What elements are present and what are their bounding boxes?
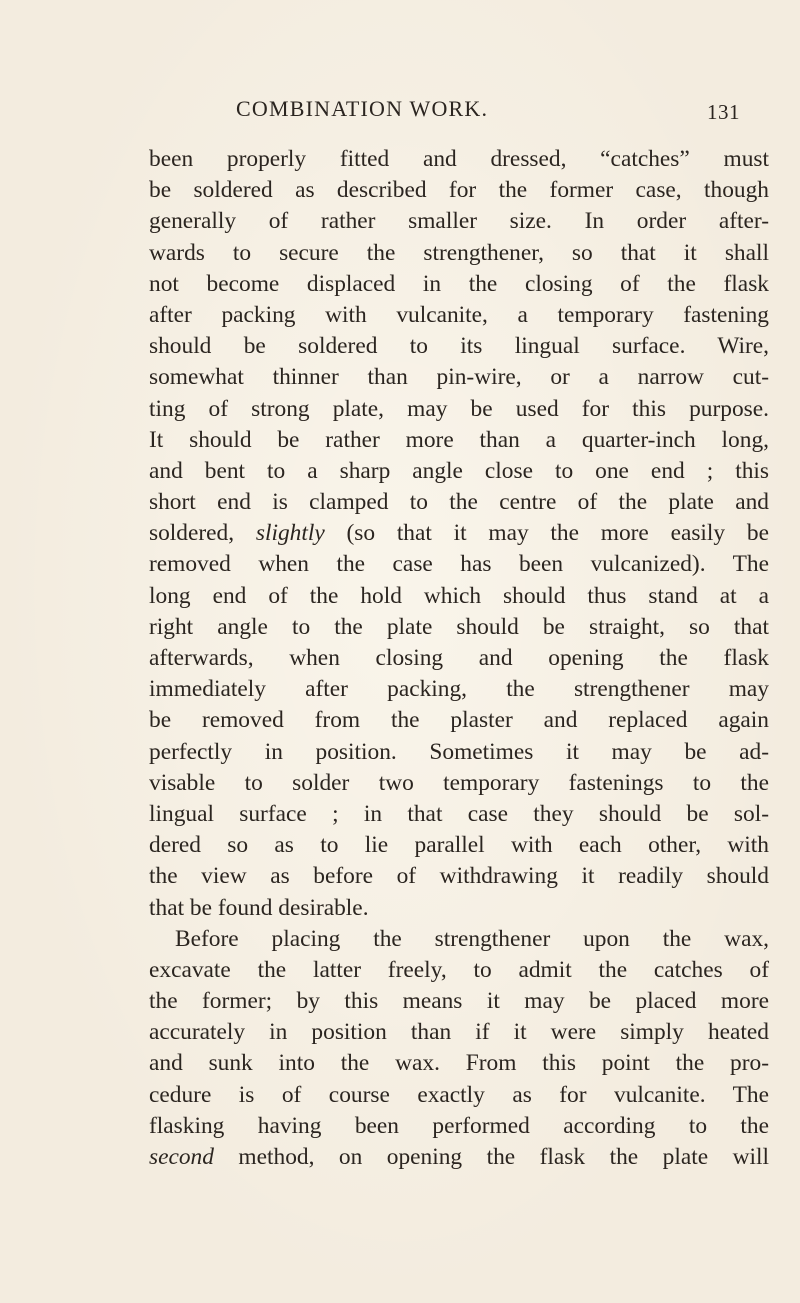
text-line: and bent to a sharp angle close to one end ; this: [149, 457, 769, 484]
text-line-with-emphasis: [149, 518, 769, 549]
text-line: be soldered as described for the former case, though: [149, 177, 769, 204]
word: the: [550, 520, 579, 547]
word: the: [609, 1144, 639, 1170]
word: plate: [662, 1144, 709, 1170]
text-line: long end of the hold which should thus stand at a: [149, 582, 769, 609]
word: easily: [670, 520, 726, 547]
text-line-with-emphasis: [149, 1142, 769, 1173]
word: soldered,: [149, 520, 235, 547]
body-text: [149, 144, 769, 1173]
text-line: visable to solder two temporary fastenings to the: [149, 769, 769, 796]
running-head: COMBINATION WORK.: [236, 96, 489, 121]
word: on: [338, 1144, 363, 1170]
word: the: [486, 1144, 516, 1170]
text-line: not become displaced in the closing of the flask: [149, 270, 769, 297]
word: be: [746, 520, 769, 547]
paragraph-start-line: Before placing the strengthener upon the wax,: [175, 925, 769, 952]
text-line: after packing with vulcanite, a temporary fastening: [149, 301, 769, 328]
text-line: the former; by this means it may be placed more: [149, 988, 769, 1015]
word: flask: [539, 1144, 586, 1170]
text-line: generally of rather smaller size. In order after-: [149, 208, 769, 235]
text-line: dered so as to lie parallel with each other, with: [149, 832, 769, 859]
text-line: flasking having been performed according to the: [149, 1112, 769, 1139]
text-line: excavate the latter freely, to admit the catches of: [149, 956, 769, 983]
text-line: accurately in position than if it were simply heated: [149, 1019, 769, 1046]
word: may: [488, 520, 529, 547]
page-number: 131: [707, 100, 740, 124]
text-line: afterwards, when closing and opening the flask: [149, 645, 769, 671]
text-line: perfectly in position. Sometimes it may be ad-: [149, 738, 769, 765]
text-line: lingual surface ; in that case they should be sol-: [149, 800, 769, 827]
word: that: [396, 520, 432, 547]
text-line: immediately after packing, the strengthener may: [149, 676, 769, 703]
text-line: the view as before of withdrawing it readily should: [149, 863, 769, 890]
text-line: wards to secure the strengthener, so that it shall: [149, 239, 769, 266]
word: more: [600, 520, 649, 547]
text-line: cedure is of course exactly as for vulcanite. The: [149, 1081, 769, 1108]
emphasis-word: slightly: [255, 520, 325, 547]
word: it: [453, 520, 467, 547]
emphasis-word: second: [149, 1144, 214, 1170]
text-line: and sunk into the wax. From this point the pro-: [149, 1050, 769, 1077]
word: opening: [386, 1144, 463, 1170]
text-line: ting of strong plate, may be used for this purpose.: [149, 395, 769, 422]
text-line: should be soldered to its lingual surface. Wire,: [149, 333, 769, 360]
text-line: It should be rather more than a quarter-inch long,: [149, 426, 769, 453]
text-line: be removed from the plaster and replaced again: [149, 707, 769, 734]
paragraph-end-line: that be found desirable.: [149, 894, 369, 921]
text-line: short end is clamped to the centre of the plate and: [149, 489, 769, 516]
text-line: somewhat thinner than pin-wire, or a narrow cut-: [149, 364, 769, 391]
text-line: right angle to the plate should be straight, so that: [149, 613, 769, 640]
word: will: [732, 1144, 769, 1170]
word: (so: [346, 520, 376, 547]
text-line: removed when the case has been vulcanized). The: [149, 551, 769, 578]
word: method,: [238, 1144, 315, 1170]
text-line: been properly fitted and dressed, “catches” must: [149, 146, 769, 172]
page-header: [148, 96, 768, 136]
